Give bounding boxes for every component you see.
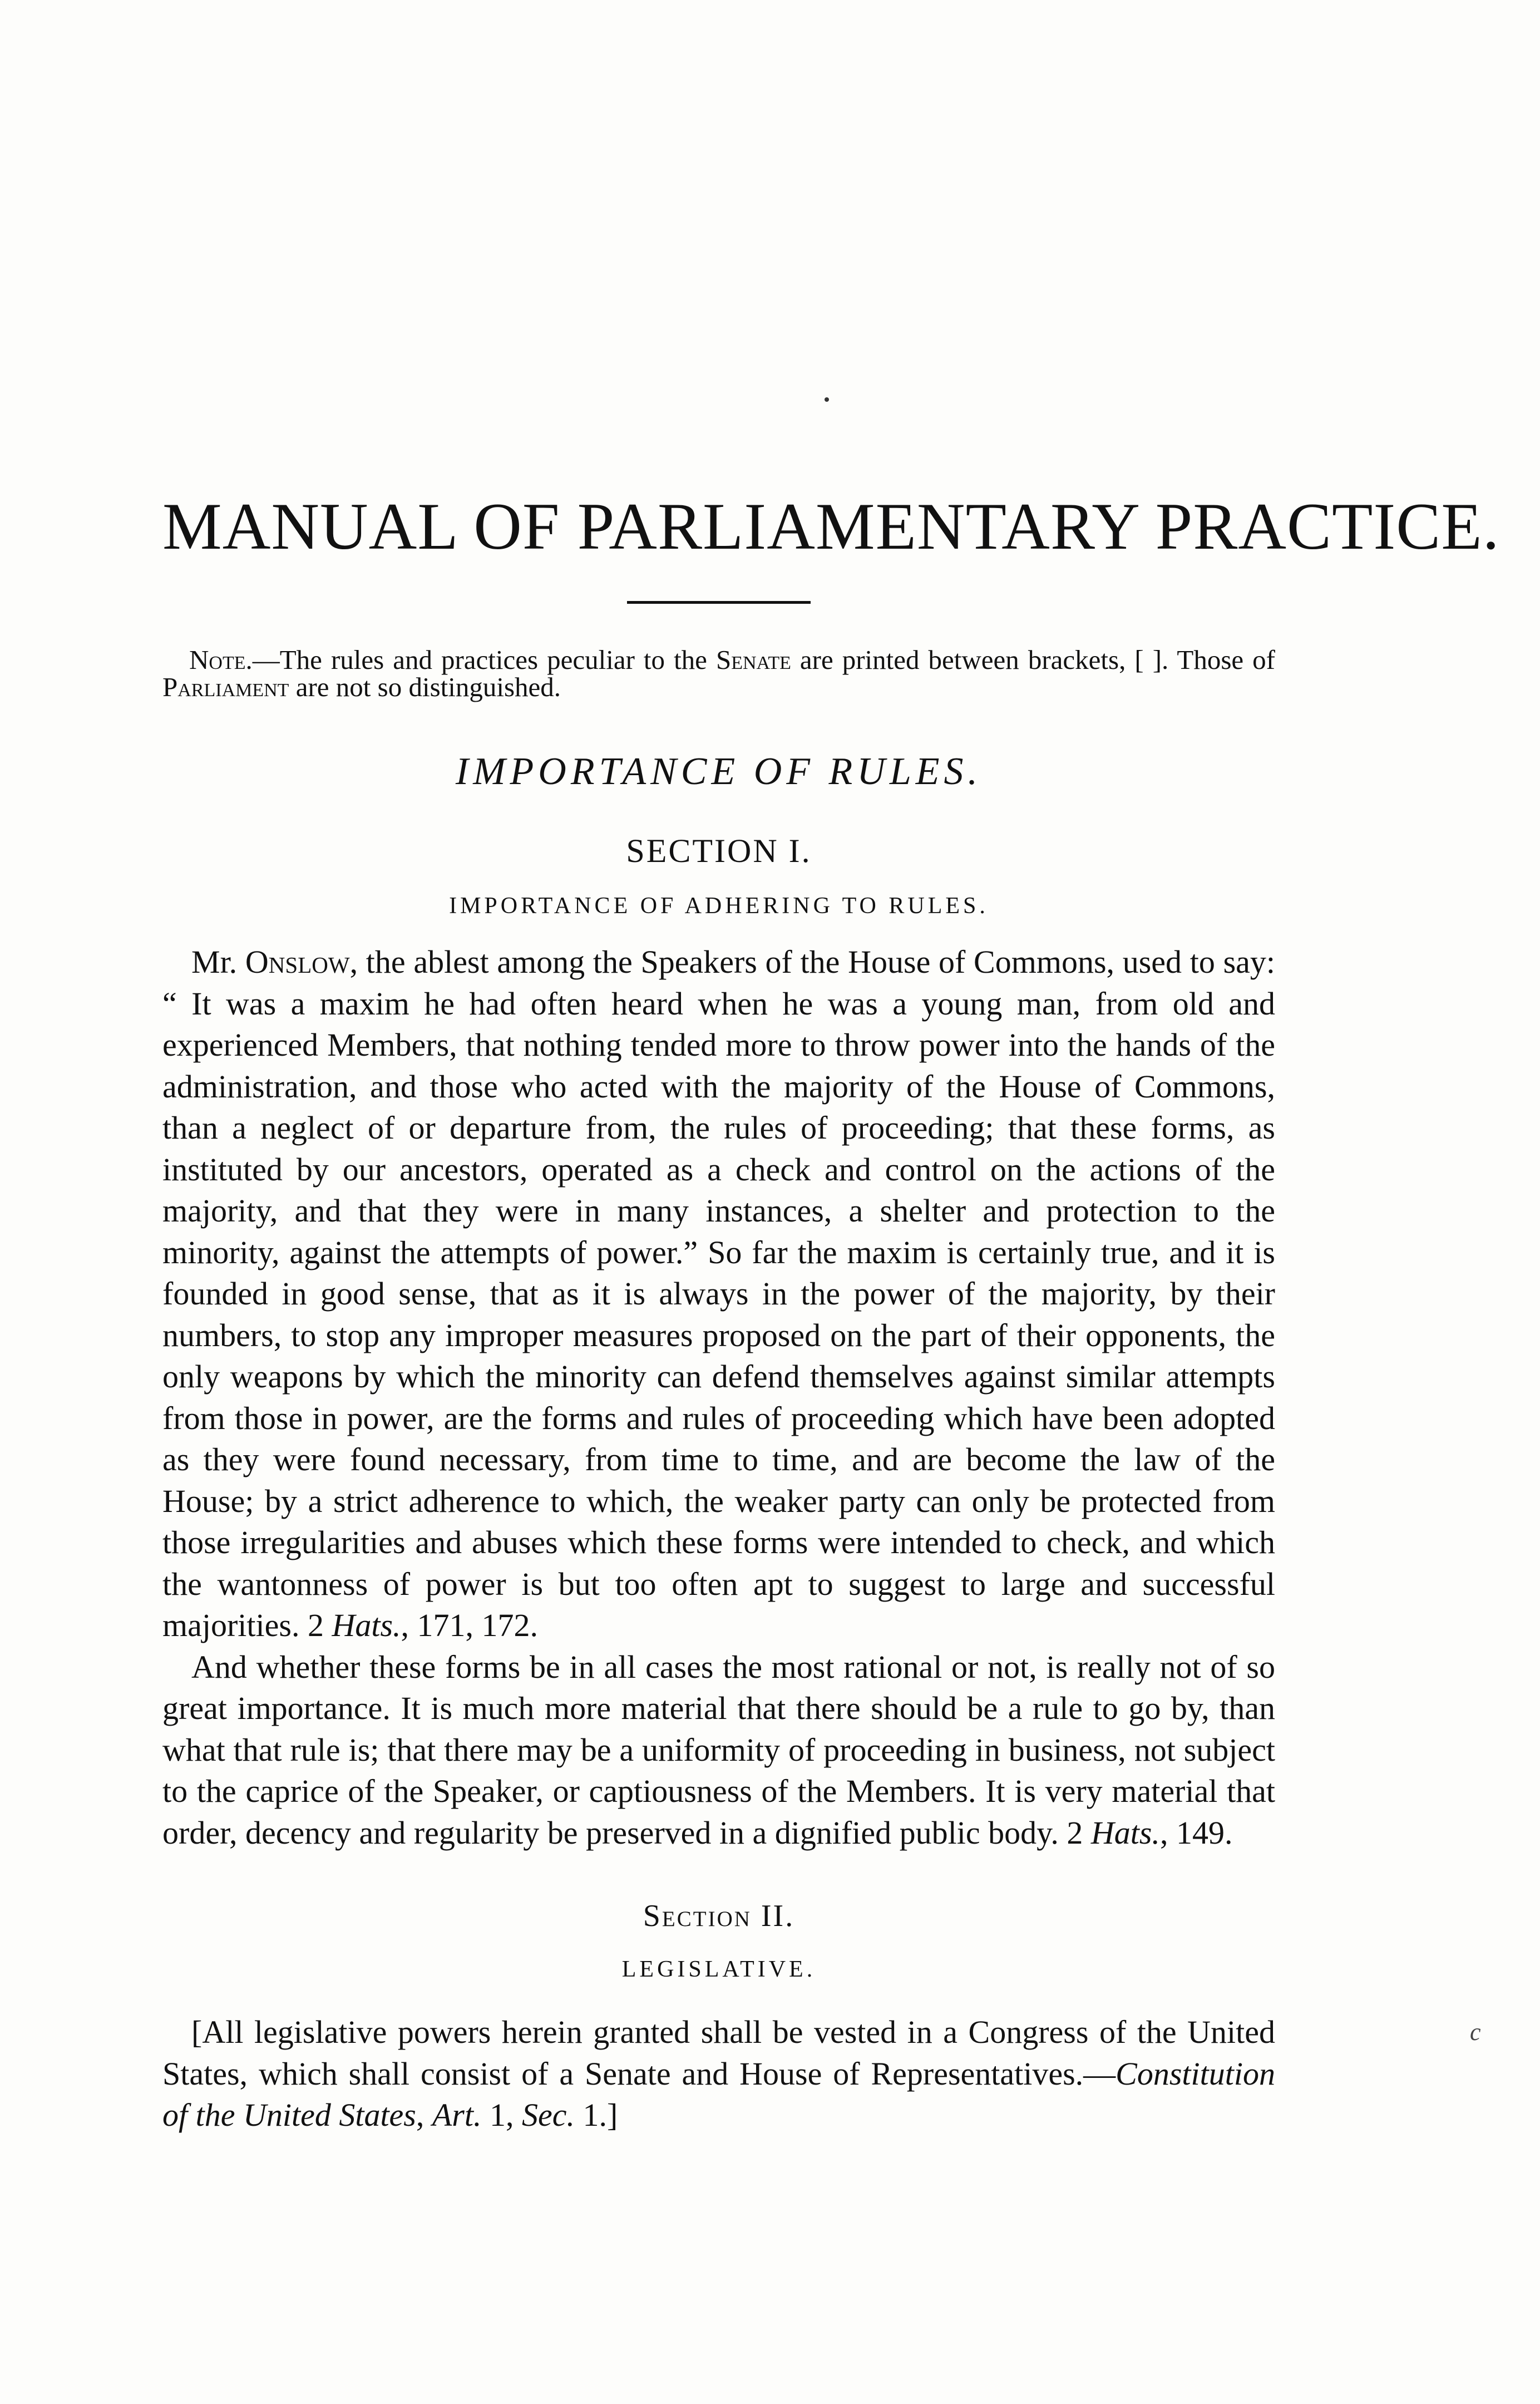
citation-section: Sec. xyxy=(522,2097,575,2133)
document-title: MANUAL OF PARLIAMENTARY PRACTICE. xyxy=(162,489,1500,563)
citation-sep: , xyxy=(416,2097,432,2133)
chapter-heading: IMPORTANCE OF RULES. xyxy=(455,750,983,793)
section-1-number: SECTION I. xyxy=(626,832,812,869)
section-1-subtitle: IMPORTANCE OF ADHERING TO RULES. xyxy=(449,893,989,919)
section-1-paragraph-1 xyxy=(162,942,1275,1647)
citation-hats: Hats. xyxy=(332,1607,401,1643)
section-2-subtitle: LEGISLATIVE. xyxy=(621,1957,816,1982)
note-senate: Senate xyxy=(715,644,791,675)
para-text: , the ablest among the Speakers of the House of Commons, used to say: “ It was a maxim he had often heard when he was a young man, from old and experienced Members, that nothing tended more to throw power into the hands of the administration, and those who acted with the majority of the House of Commons, than a neglect of or departure from, the rules of proceeding; that these forms, as instituted by our ancestors, operated as a check and control on the actions of the majority, and that they were in many instances, a shelter and protection to the minority, against the attempts of power.” So far the maxim is certainly true, and it is founded in good sense, that as it is always in the power of the majority, by their numbers, to stop any improper measures proposed on the part of their opponents, the only weapons by which the minority can defend themselves against similar attempts from those in power, are the forms and rules of proceeding which have been adopted as they were found necessary, from time to time, and are become the law of the House; by a strict adherence to which, the weaker party can only be protected from those irregularities and abuses which these forms were intended to check, and which the wantonness of power is but too often apt to suggest to large and successful majorities. 2 xyxy=(162,944,1276,1643)
note-label: Note. xyxy=(189,644,253,675)
citation-pages: , 171, 172. xyxy=(401,1607,539,1643)
citation-article: Art. xyxy=(432,2097,482,2133)
margin-mark: c xyxy=(1470,2018,1481,2046)
citation-pages: , 149. xyxy=(1159,1814,1233,1851)
title-rule xyxy=(627,601,811,604)
note-text-1: —The rules and practices peculiar to the xyxy=(252,644,716,675)
para-lead: Mr. xyxy=(191,944,245,980)
para-text: [All legislative powers herein granted shall be vested in a Congress of the United States, which shall consist of a Senate and House of Representatives.— xyxy=(162,2014,1275,2092)
note-parliament: Parliament xyxy=(162,672,289,702)
citation-constitution: Constitution of the United States xyxy=(162,2055,1275,2133)
section-1-paragraph-2 xyxy=(162,1647,1275,1854)
section-2-paragraph xyxy=(162,2012,1275,2136)
note-text-3: are not so distinguished. xyxy=(289,672,561,702)
section-2-number: Section II. xyxy=(643,1899,795,1933)
speaker-name: Onslow xyxy=(245,944,350,980)
para-text: And whether these forms be in all cases the most rational or not, is really not of so great importance. It is much more material that there should be a rule to go by, than what that rule is; that there may be a uniformity of proceeding in business, not subject to the caprice of the Speaker, or captiousness of the Members. It is very material that order, decency and regularity be preserved in a dignified public body. 2 xyxy=(162,1648,1275,1851)
ink-speck xyxy=(825,397,829,402)
citation-mid: 1, xyxy=(481,2097,522,2133)
note-text-2: are printed between brackets, [ ]. Those of xyxy=(791,644,1275,675)
citation-end: 1.] xyxy=(575,2097,618,2133)
editorial-note xyxy=(162,646,1275,701)
document-body xyxy=(162,489,1500,2136)
citation-hats: Hats. xyxy=(1090,1814,1160,1851)
